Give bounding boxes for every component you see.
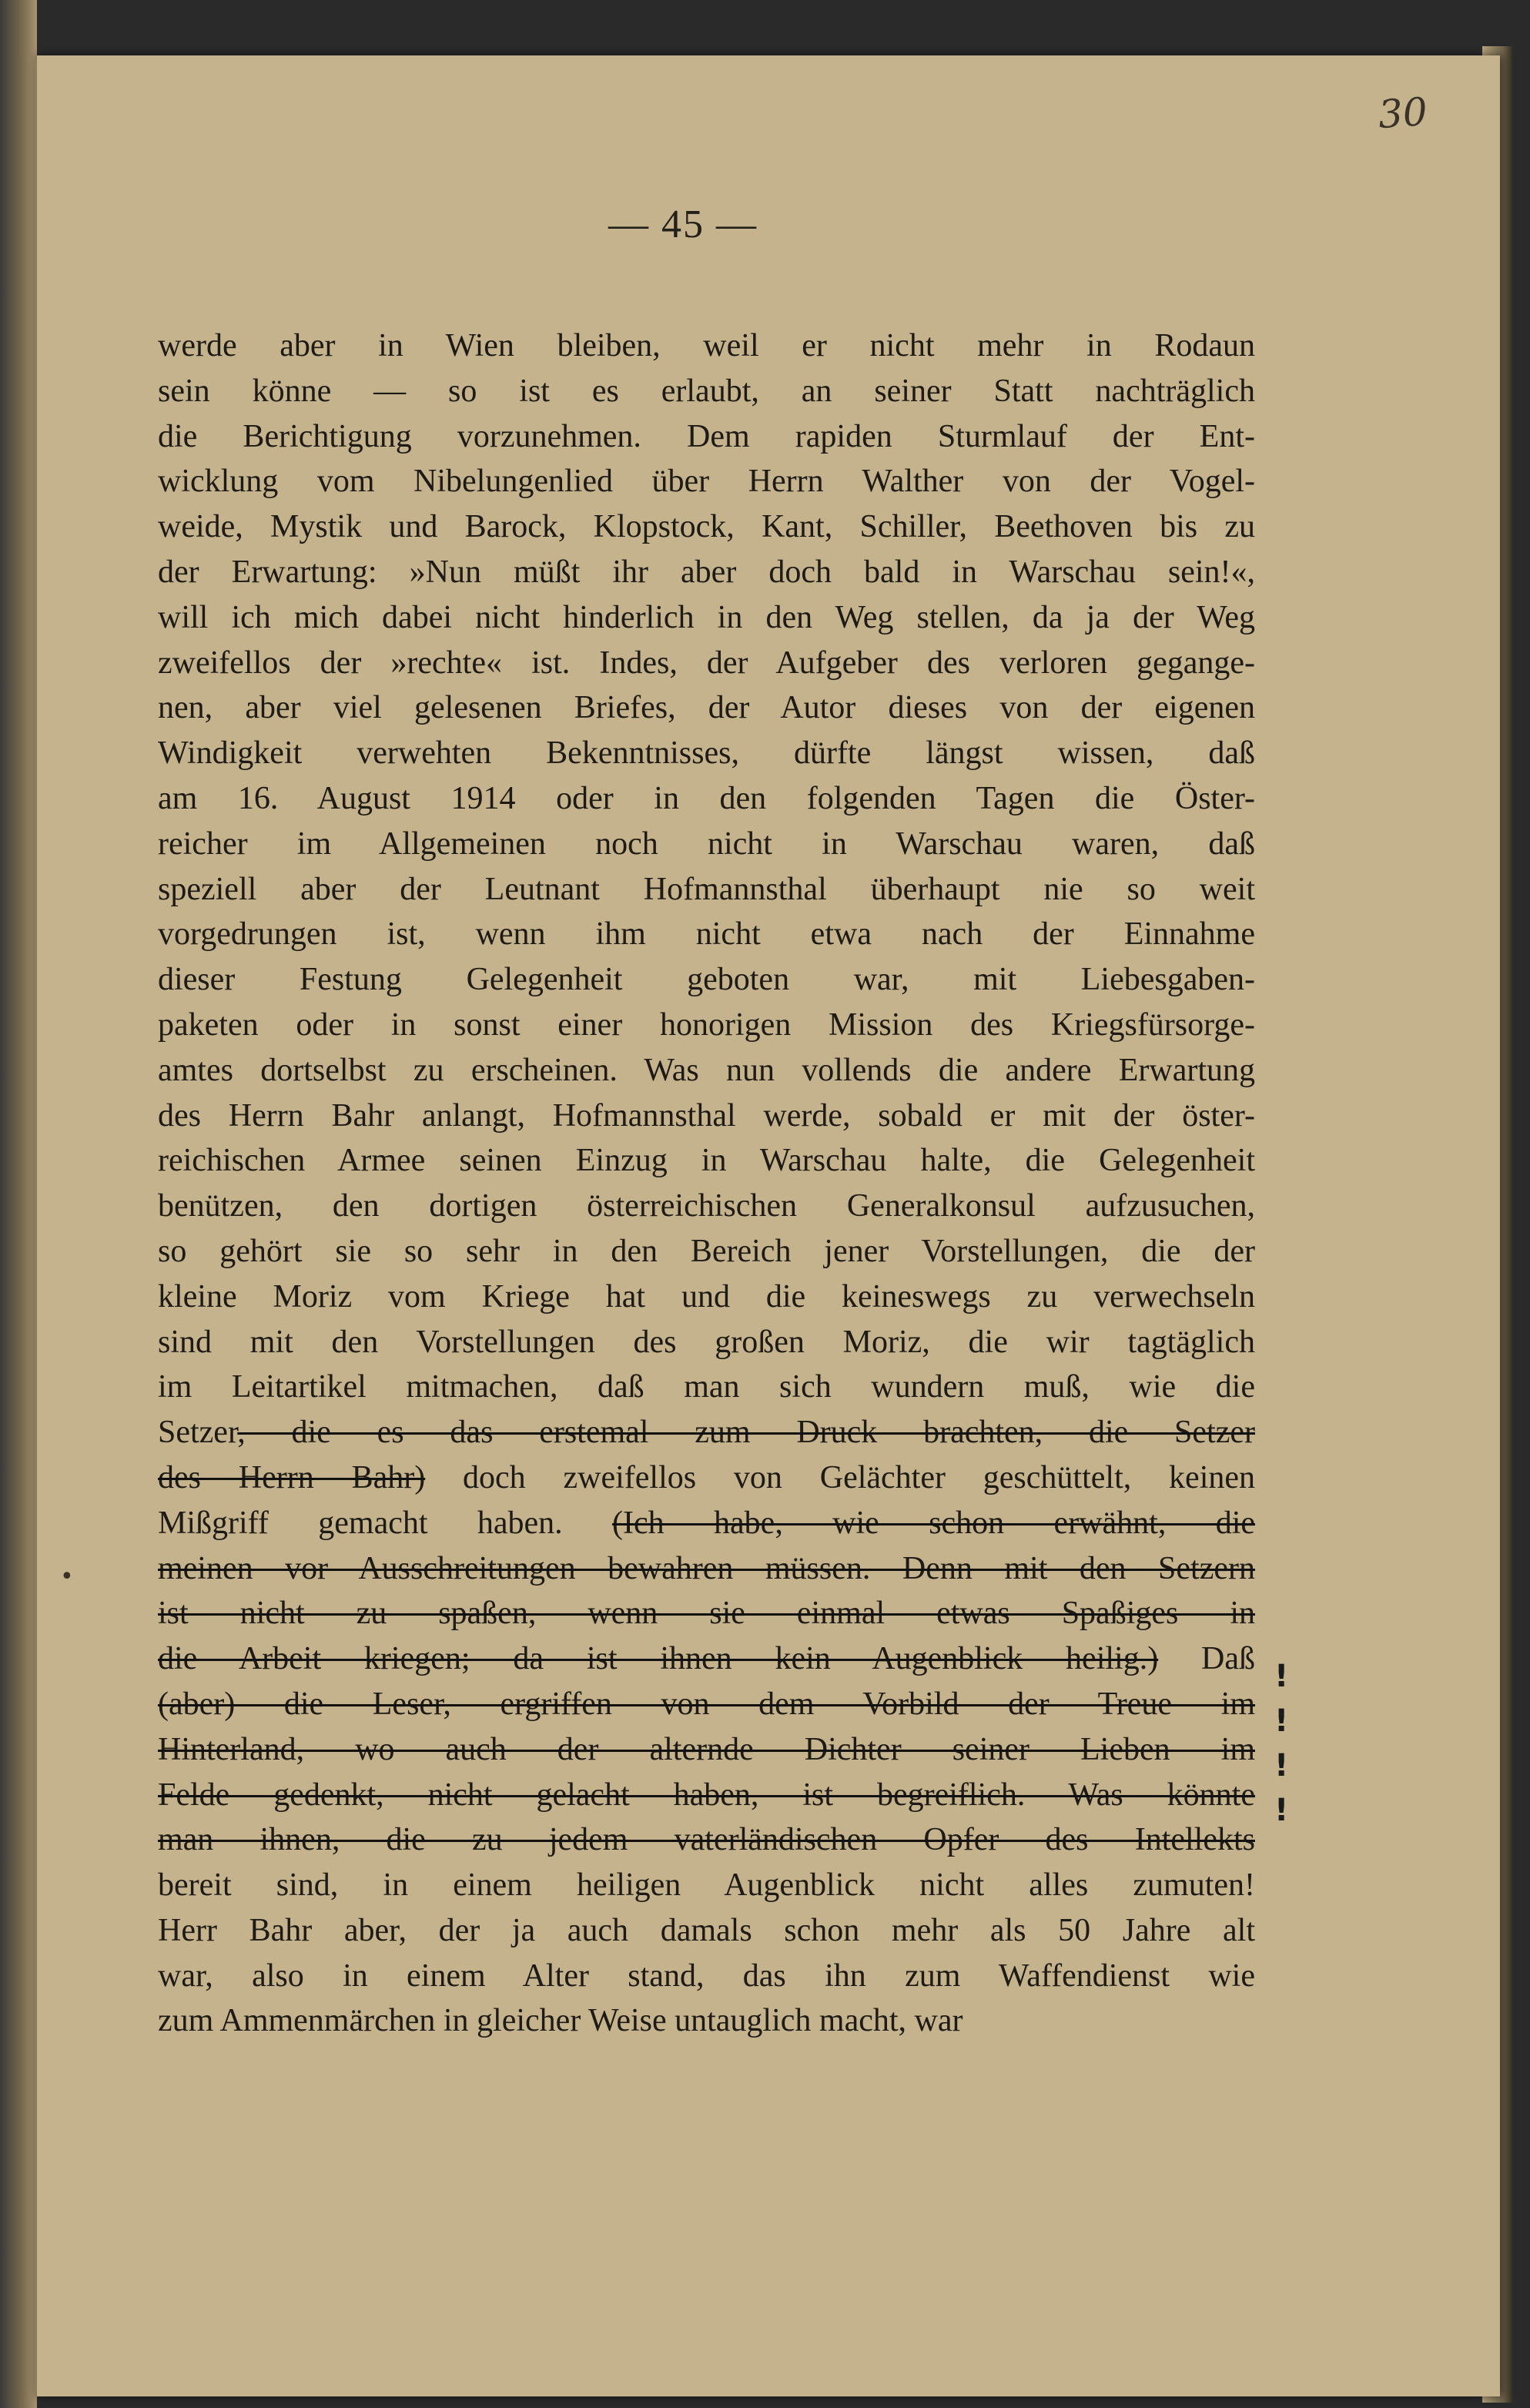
edited-line [158, 1727, 1255, 1773]
edited-line [158, 1546, 1255, 1592]
text-line: dieser Festung Gelegenheit geboten war, mit Liebesgaben- [158, 962, 1255, 998]
text-line: am 16. August 1914 oder in den folgenden Tagen die Öster- [158, 780, 1255, 816]
text-line: Windigkeit verwehten Bekenntnisses, dürfte längst wissen, daß [158, 735, 1255, 772]
struck-text: meinen vor Ausschreitungen bewahren müssen. Denn mit den Setzern [158, 1550, 1255, 1586]
text-line: zum Ammenmärchen in gleicher Weise untauglich macht, war [158, 2003, 963, 2039]
body-text [158, 323, 1255, 2044]
plain-text: Daß [1158, 1641, 1255, 1677]
text-line: kleine Moriz vom Kriege hat und die keineswegs zu verwechseln [158, 1278, 1255, 1315]
text-line: war, also in einem Alter stand, das ihn zum Waffendienst wie [158, 1958, 1255, 1994]
text-line: Herr Bahr aber, der ja auch damals schon mehr als 50 Jahre alt [158, 1912, 1255, 1948]
text-line: so gehört sie so sehr in den Bereich jener Vorstellungen, die der [158, 1233, 1255, 1269]
plain-text: Setzer [158, 1415, 238, 1451]
struck-text: (aber) die Leser, ergriffen von dem Vorbild der Treue im [158, 1686, 1255, 1722]
text-line: benützen, den dortigen österreichischen Generalkonsul aufzusuchen, [158, 1188, 1255, 1224]
struck-text: (Ich habe, wie schon erwähnt, die [612, 1505, 1255, 1541]
book-binding [0, 0, 37, 2408]
margin-mark: ! [1274, 1659, 1289, 1694]
struck-text: ist nicht zu spaßen, wenn sie einmal etwas Spaßiges in [158, 1596, 1255, 1632]
edited-line [158, 1501, 1255, 1546]
edited-line [158, 1410, 1255, 1455]
edited-line [158, 1636, 1255, 1682]
text-line: des Herrn Bahr anlangt, Hofmannsthal werde, sobald er mit der öster- [158, 1097, 1255, 1134]
struck-text: , die es das erstemal zum Druck brachten, die Setzer [237, 1415, 1255, 1451]
edited-line [158, 1773, 1255, 1818]
text-line: speziell aber der Leutnant Hofmannsthal überhaupt nie so weit [158, 871, 1255, 907]
edited-line [158, 1682, 1255, 1727]
text-line: vorgedrungen ist, wenn ihm nicht etwa nach der Einnahme [158, 916, 1255, 953]
text-line: sind mit den Vorstellungen des großen Moriz, die wir tagtäglich [158, 1324, 1255, 1360]
struck-text: man ihnen, die zu jedem vaterländischen Opfer des Intellekts [158, 1822, 1255, 1858]
text-line: nen, aber viel gelesenen Briefes, der Autor dieses von der eigenen [158, 690, 1255, 726]
text-line: werde aber in Wien bleiben, weil er nicht mehr in Rodaun [158, 328, 1255, 363]
page-number: — 45 — [608, 203, 758, 246]
edited-line [158, 1817, 1255, 1863]
text-line: sein könne — so ist es erlaubt, an seiner Statt nachträglich [158, 373, 1255, 409]
plain-text: Mißgriff gemacht haben. [158, 1505, 613, 1541]
edited-line [158, 1591, 1255, 1636]
margin-mark: ! [1274, 1793, 1289, 1828]
text-line: paketen oder in sonst einer honorigen Mission des Kriegsfürsorge- [158, 1006, 1255, 1043]
edited-line [158, 1455, 1255, 1501]
plain-text: doch zweifellos von Gelächter geschüttelt, keinen [425, 1459, 1256, 1495]
text-line: zweifellos der »rechte« ist. Indes, der Aufgeber des verloren gegange- [158, 645, 1255, 681]
margin-mark: ! [1274, 1748, 1289, 1783]
struck-text: Felde gedenkt, nicht gelacht haben, ist begreiflich. Was könnte [158, 1777, 1255, 1813]
text-line: die Berichtigung vorzunehmen. Dem rapiden Sturmlauf der Ent- [158, 418, 1255, 454]
text-line: weide, Mystik und Barock, Klopstock, Kant, Schiller, Beethoven bis zu [158, 509, 1255, 545]
margin-annotations [1274, 1654, 1290, 1833]
margin-mark: ! [1274, 1703, 1289, 1739]
text-line: bereit sind, in einem heiligen Augenblick nicht alles zumuten! [158, 1867, 1255, 1904]
text-line: der Erwartung: »Nun müßt ihr aber doch bald in Warschau sein!«, [158, 554, 1255, 590]
struck-text: des Herrn Bahr) [158, 1459, 426, 1495]
text-line: amtes dortselbst zu erscheinen. Was nun vollends die andere Erwartung [158, 1052, 1255, 1088]
handwritten-folio-number: 30 [1377, 89, 1429, 138]
text-line: reicher im Allgemeinen noch nicht in Warschau waren, daß [158, 826, 1255, 862]
text-line: will ich mich dabei nicht hinderlich in den Weg stellen, da ja der Weg [158, 599, 1255, 635]
struck-text: Hinterland, wo auch der alternde Dichter seiner Lieben im [158, 1731, 1255, 1767]
struck-text: die Arbeit kriegen; da ist ihnen kein Augenblick heilig.) [158, 1641, 1159, 1677]
text-line: im Leitartikel mitmachen, daß man sich wundern muß, wie die [158, 1369, 1255, 1405]
text-line: wicklung vom Nibelungenlied über Herrn Walther von der Vogel- [158, 464, 1255, 500]
text-line: reichischen Armee seinen Einzug in Warschau halte, die Gelegenheit [158, 1143, 1255, 1179]
left-margin-mark: • [60, 1563, 74, 1590]
